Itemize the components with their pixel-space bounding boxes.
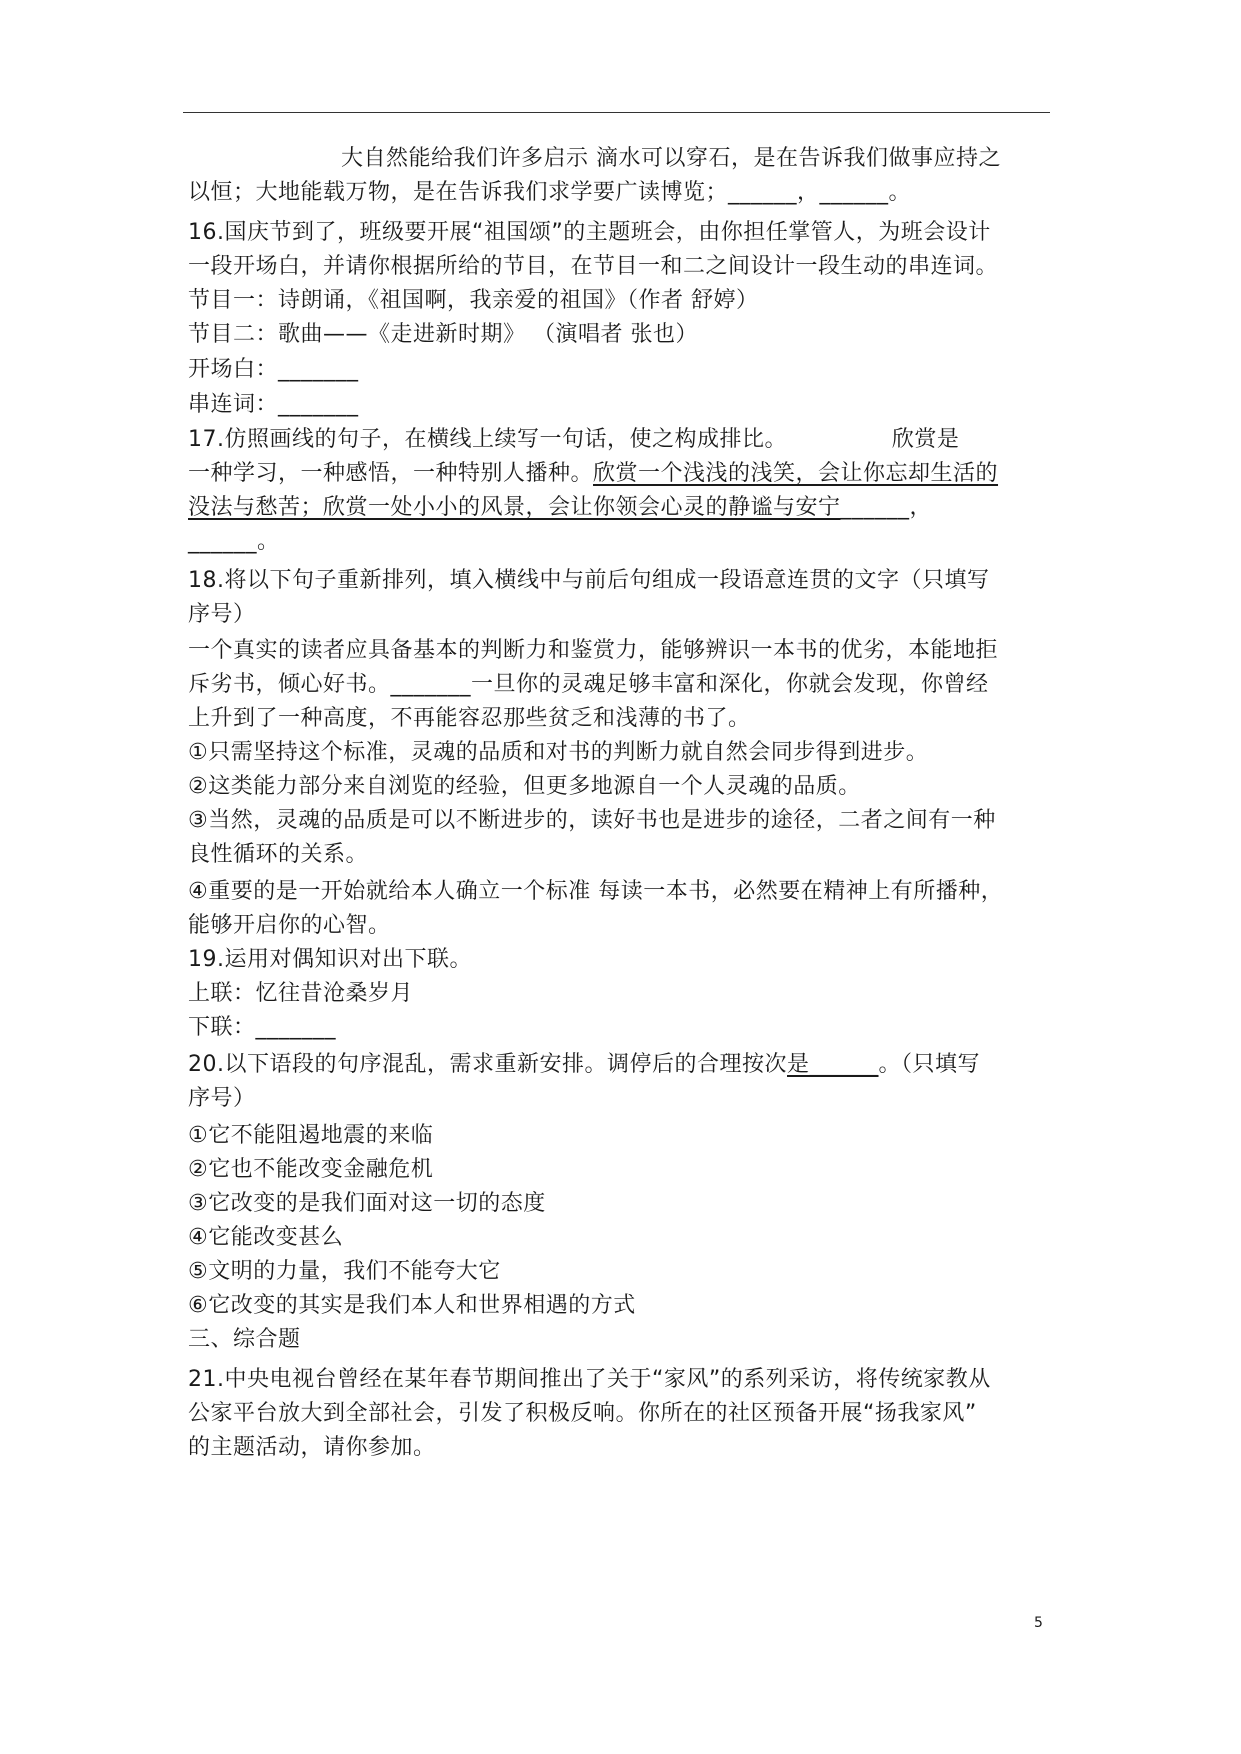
line-text: 公家平台放大到全部社会，引发了积极反响。你所在的社区预备开展“扬我家风”	[188, 1401, 977, 1426]
line-text: 18.将以下句子重新排列，填入横线中与前后句组成一段语意连贯的文字（只填写	[188, 568, 990, 593]
line-text: 16.国庆节到了，班级要开展“祖国颂”的主题班会，由你担任掌管人，为班会设计	[188, 220, 991, 245]
line-text: 开场白：_______	[188, 357, 359, 382]
line-text: 以恒；大地能载万物，是在告诉我们求学要广读博览；	[188, 180, 729, 205]
text-line	[188, 459, 998, 489]
text-line	[188, 877, 1003, 907]
line-text: 序号）	[188, 602, 256, 627]
line-text: 上联：忆往昔沧桑岁月	[188, 981, 414, 1006]
line-text: 串连词：_______	[188, 392, 359, 417]
text-line	[188, 911, 391, 941]
line-text: ______。	[188, 529, 280, 554]
text-line	[188, 1257, 501, 1287]
text-line	[188, 1050, 980, 1080]
underlined-text: 欣赏一个浅浅的浅笑，会让你忘却生活的	[593, 461, 999, 486]
line-text: 的主题活动，请你参加。	[188, 1435, 436, 1460]
line-text: 节目二：歌曲——《走进新时期》 （演唱者 张也）	[188, 322, 698, 347]
text-line	[188, 218, 991, 248]
text-line	[188, 1013, 336, 1043]
line-text: 19.运用对偶知识对出下联。	[188, 947, 472, 972]
text-line	[188, 1325, 301, 1355]
line-text: 大自然能给我们许多启示 滴水可以穿石，是在告诉我们做事应持之	[341, 146, 1001, 171]
line-tail: ______，______。	[728, 180, 912, 205]
text-line	[188, 945, 472, 975]
text-line	[188, 1365, 991, 1395]
line-text: ⑤文明的力量，我们不能夸大它	[188, 1259, 501, 1284]
text-line	[188, 840, 368, 870]
line-text: ③当然，灵魂的品质是可以不断进步的，读好书也是进步的途径，二者之间有一种	[188, 808, 996, 833]
line-text: 序号）	[188, 1086, 256, 1111]
text-line	[188, 1291, 636, 1321]
text-line	[188, 1433, 436, 1463]
line-text: 一种学习，一种感悟，一种特别人播种。	[188, 461, 594, 486]
line-text: 一段开场白，并请你根据所给的节目，在节目一和二之间设计一段生动的串连词。	[188, 254, 999, 279]
text-line	[188, 286, 759, 316]
line-text: ②它也不能改变金融危机	[188, 1157, 434, 1182]
line-text: 下联：_______	[188, 1015, 337, 1040]
text-line	[188, 670, 989, 700]
text-line	[188, 178, 911, 208]
line-text: ⑥它改变的其实是我们本人和世界相遇的方式	[188, 1293, 636, 1318]
text-line	[188, 425, 959, 455]
text-line	[341, 144, 1001, 174]
line-text: ③它改变的是我们面对这一切的态度	[188, 1191, 546, 1216]
line-text: 上升到了一种高度，不再能容忍那些贫乏和浅薄的书了。	[188, 706, 751, 731]
text-line	[188, 1155, 433, 1185]
text-line	[188, 1121, 433, 1151]
text-line	[188, 772, 861, 802]
text-line	[188, 355, 359, 385]
text-line	[188, 738, 928, 768]
line-text: ④重要的是一开始就给本人确立一个标准 每读一本书，必然要在精神上有所播种，	[188, 879, 1004, 904]
line-text: 节目一：诗朗诵，《祖国啊，我亲爱的祖国》（作者 舒婷）	[188, 288, 759, 313]
text-line	[188, 390, 359, 420]
line-text: 斥劣书，倾心好书。_______一旦你的灵魂足够丰富和深化，你就会发现，你曾经	[188, 672, 989, 697]
line-text: 21.中央电视台曾经在某年春节期间推出了关于“家风”的系列采访，将传统家教从	[188, 1367, 991, 1392]
text-line	[188, 1399, 977, 1429]
line-text: ①只需坚持这个标准，灵魂的品质和对书的判断力就自然会同步得到进步。	[188, 740, 929, 765]
line-tail: 。（只填写	[878, 1052, 981, 1077]
text-line	[188, 252, 998, 282]
page-number: 5	[1034, 1615, 1043, 1631]
text-line	[188, 1084, 256, 1114]
line-text: ②这类能力部分来自浏览的经验，但更多地源自一个人灵魂的品质。	[188, 774, 861, 799]
line-text: 17.仿照画线的句子，在横线上续写一句话，使之构成排比。 欣赏是	[188, 427, 960, 452]
text-line	[188, 527, 280, 557]
text-line	[188, 600, 256, 630]
line-text: 能够开启你的心智。	[188, 913, 391, 938]
text-line	[188, 493, 932, 523]
line-text: 20.以下语段的句序混乱，需求重新安排。调停后的合理按次	[188, 1052, 787, 1077]
line-text: ④它能改变甚么	[188, 1225, 344, 1250]
line-text: ①它不能阻遏地震的来临	[188, 1123, 434, 1148]
text-line	[188, 806, 996, 836]
line-text: 良性循环的关系。	[188, 842, 369, 867]
line-text: 一个真实的读者应具备基本的判断力和鉴赏力，能够辨识一本书的优劣，本能地拒	[188, 638, 999, 663]
text-line	[188, 979, 413, 1009]
underlined-text: 没法与愁苦；欣赏一处小小的风景，会让你领会心灵的静谧与安宁	[188, 495, 841, 520]
text-line	[188, 1223, 343, 1253]
text-line	[188, 1189, 546, 1219]
text-line	[188, 636, 998, 666]
text-line	[188, 320, 698, 350]
line-tail: ______，	[840, 495, 933, 520]
underlined-text: 是______	[787, 1052, 879, 1077]
line-text: 三、综合题	[188, 1327, 301, 1352]
text-line	[188, 566, 990, 596]
text-line	[188, 704, 751, 734]
